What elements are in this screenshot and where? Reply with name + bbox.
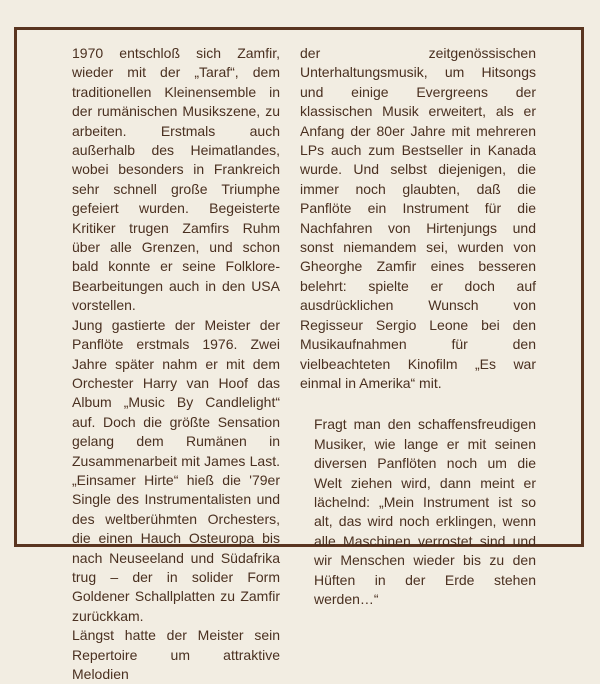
right-paragraph-2: Fragt man den schaffensfreudigen Musiker, wie lange er mit seinen diversen Panflöten noch um die Welt ziehen wird, dann meint er lächelnd: „Mein Instrument ist so alt, das wird noch erklingen, wenn alle Maschinen verrostet sind und wir Menschen wieder bis zu den Hüften in der Erde stehen werden…“ bbox=[314, 416, 536, 607]
right-paragraph-1: der zeitgenössischen Unterhaltungsmusik, um Hitsongs und einige Evergreens der klassischen Musik erweitert, als er Anfang der 80er Jahre mit mehreren LPs auch zum Bestseller in Kanada wurde. Und selbst diejenigen, die immer noch glaubten, daß die Panflöte ein Instrument für die Nachfahren von Hirtenjungs und sonst niemandem sei, wurden von Gheorghe Zamfir eines besseren belehrt: spielte er doch auf ausdrücklichen Wunsch von Regisseur Sergio Leone bei den Musikaufnahmen für den vielbeachteten Kinofilm „Es war einmal in Amerika“ mit. bbox=[300, 45, 536, 391]
left-column bbox=[58, 44, 280, 684]
left-paragraph-1: 1970 entschloß sich Zamfir, wieder mit der „Taraf“, dem traditionellen Kleinensemble in der rumänischen Musikszene, zu arbeiten. Erstmals auch außerhalb des Heimatlandes, wobei besonders in Frankreich sehr schnell große Triumphe gefeiert wurden. Begeisterte Kritiker trugen Zamfirs Ruhm über alle Grenzen, und schon bald konnte er seine Folklore-Bearbeitungen auch in den USA vorstellen. bbox=[72, 45, 280, 314]
left-paragraph-3: Längst hatte der Meister sein Repertoire um attraktive Melodien bbox=[72, 627, 280, 682]
left-paragraph-2: Jung gastierte der Meister der Panflöte erstmals 1976. Zwei Jahre später nahm er mit dem Orchester Harry van Hoof das Album „Music By Candlelight“ auf. Doch die größte Sensation gelang dem Rumänen in Zusammenarbeit mit James Last. „Einsamer Hirte“ hieß die '79er Single des Instrumentalisten und des weltberühmten Orchesters, die einen Hauch Osteuropa bis nach Neuseeland und Südafrika trug – der in solider Form Goldener Schallplatten zu Zamfir zurückkam. bbox=[72, 316, 280, 624]
right-column bbox=[300, 44, 536, 609]
